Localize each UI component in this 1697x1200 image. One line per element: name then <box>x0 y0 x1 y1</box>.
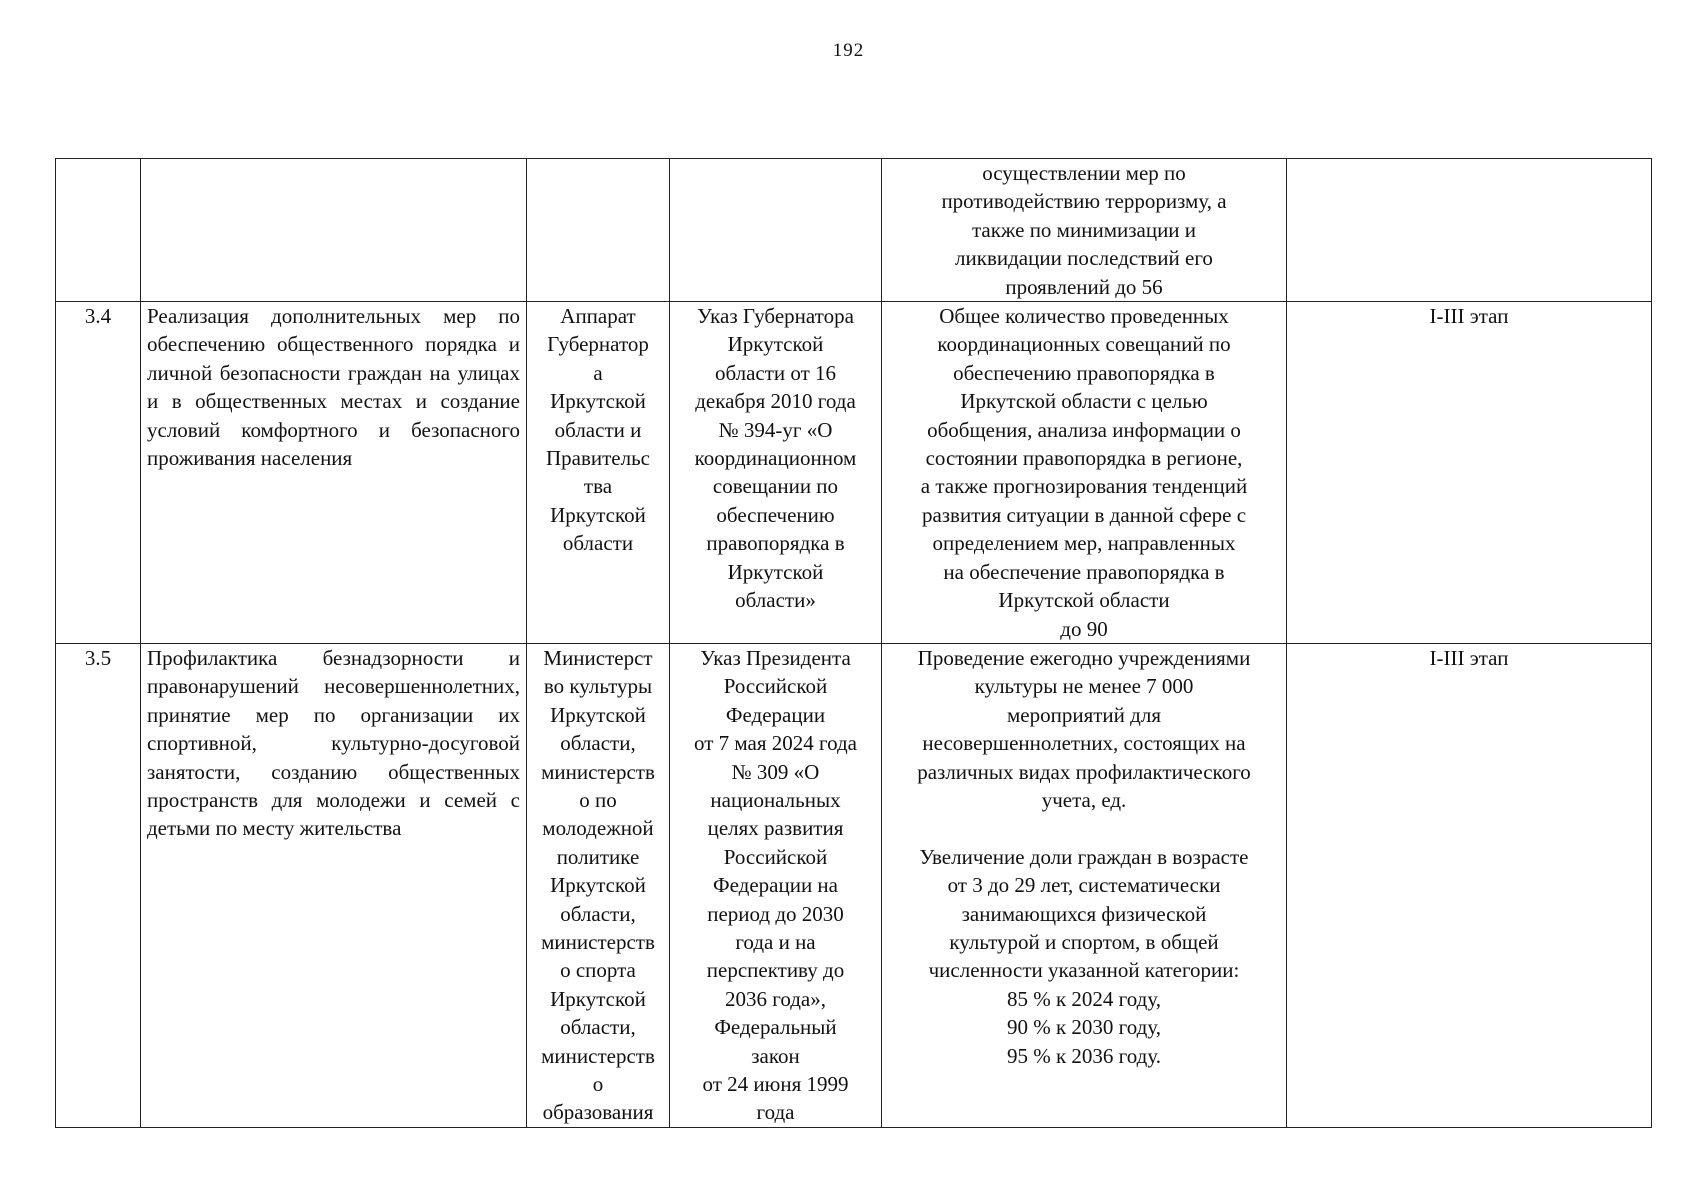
cell-stage: I-III этап <box>1287 302 1652 644</box>
cell-number: 3.4 <box>56 302 141 644</box>
cell-number: 3.5 <box>56 643 141 1127</box>
cell-number <box>56 159 141 302</box>
cell-stage: I-III этап <box>1287 643 1652 1127</box>
cell-indicator: Общее количество проведенных координационных совещаний по обеспечению правопорядка в Иркутской области с целью обобщения, анализа информации о состоянии правопорядка в регионе, а также прогнозирования тенденций развития ситуации в данной сфере с определением мер, направленных на обеспечение правопорядка в Иркутской области до 90 <box>882 302 1287 644</box>
cell-measure-name <box>141 159 527 302</box>
table-row <box>56 159 1652 302</box>
cell-executor: Аппарат Губернатор а Иркутской области и Правительс тва Иркутской области <box>527 302 670 644</box>
cell-stage <box>1287 159 1652 302</box>
page-number: 192 <box>832 40 865 61</box>
cell-measure-name: Профилактика безнадзорности и правонарушений несовершеннолетних, принятие мер по организации их спортивной, культурно-досуговой занятости, созданию общественных пространств для молодежи и семей с детьми по месту жительства <box>141 643 527 1127</box>
cell-legal-basis: Указ Губернатора Иркутской области от 16 декабря 2010 года № 394-уг «О координационном совещании по обеспечению правопорядка в Иркутской области» <box>670 302 882 644</box>
cell-legal-basis: Указ Президента Российской Федерации от 7 мая 2024 года № 309 «О национальных целях развития Российской Федерации на период до 2030 года и на перспективу до 2036 года», Федеральный закон от 24 июня 1999 года <box>670 643 882 1127</box>
cell-measure-name: Реализация дополнительных мер по обеспечению общественного порядка и личной безопасности граждан на улицах и в общественных местах и создание условий комфортного и безопасного проживания населения <box>141 302 527 644</box>
table-row <box>56 302 1652 644</box>
cell-executor: Министерст во культуры Иркутской области, министерств о по молодежной политике Иркутской области, министерств о спорта Иркутской области, министерств о образования <box>527 643 670 1127</box>
measures-table <box>55 158 1652 1128</box>
table-row <box>56 643 1652 1127</box>
cell-indicator: осуществлении мер по противодействию терроризму, а также по минимизации и ликвидации последствий его проявлений до 56 <box>882 159 1287 302</box>
cell-executor <box>527 159 670 302</box>
cell-indicator: Проведение ежегодно учреждениями культуры не менее 7 000 мероприятий для несовершеннолетних, состоящих на различных видах профилактического учета, ед. Увеличение доли граждан в возрасте от 3 до 29 лет, систематически занимающихся физической культурой и спортом, в общей численности указанной категории: 85 % к 2024 году, 90 % к 2030 году, 95 % к 2036 году. <box>882 643 1287 1127</box>
cell-legal-basis <box>670 159 882 302</box>
